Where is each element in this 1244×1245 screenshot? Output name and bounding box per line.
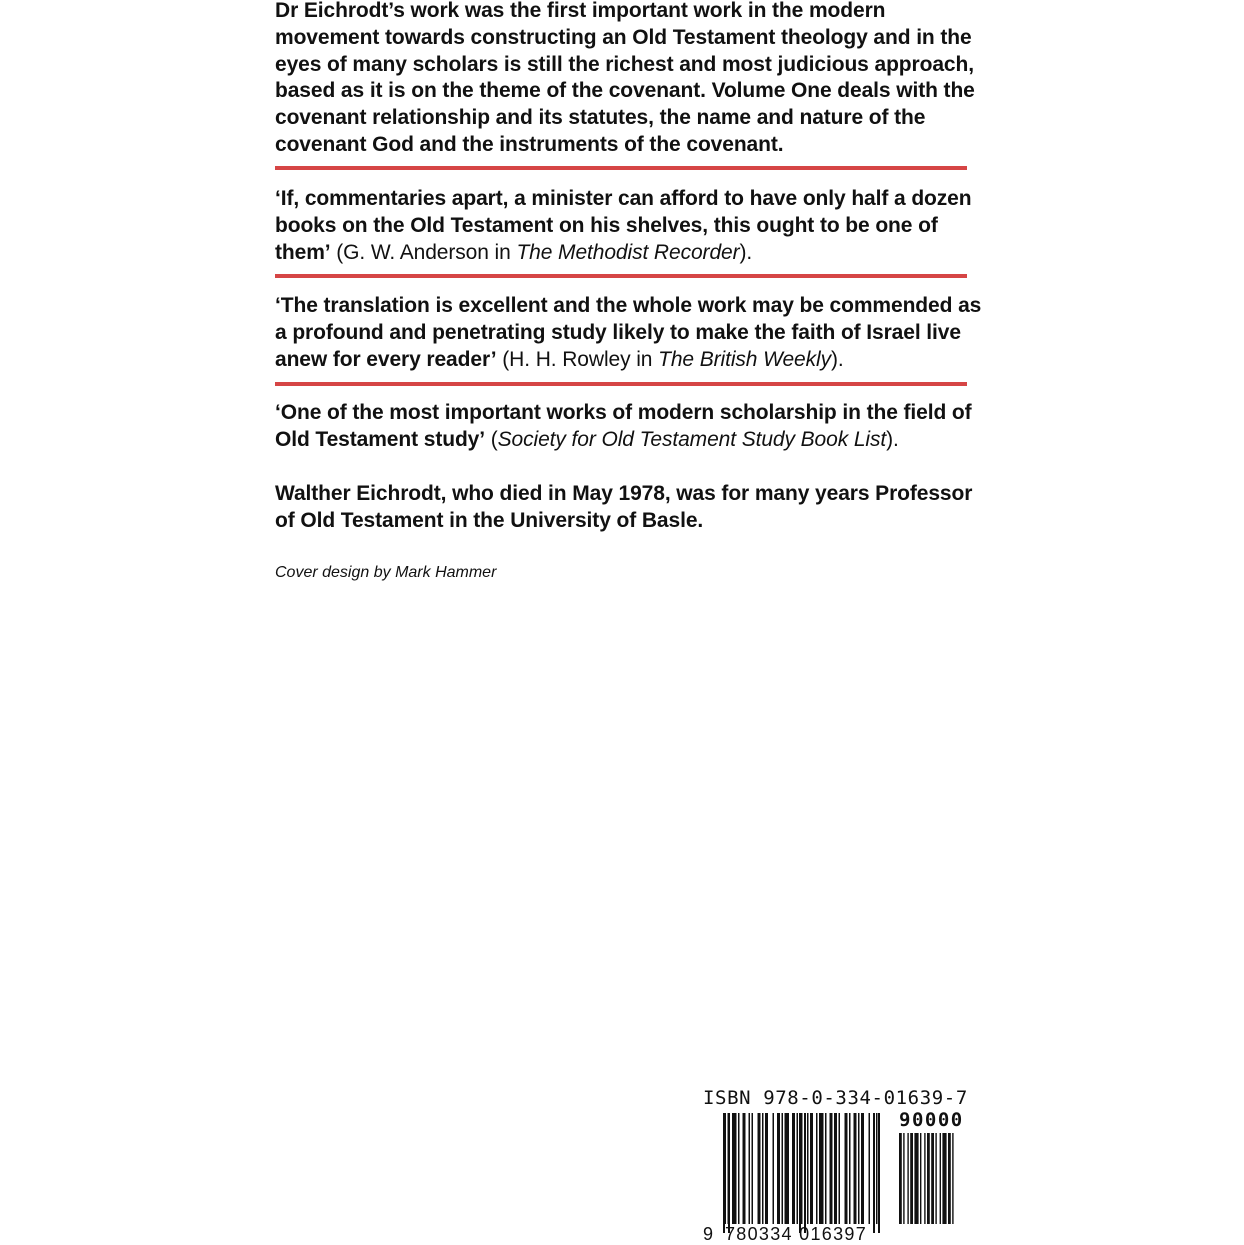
- barcode-guard-bar: [804, 1113, 806, 1233]
- barcode-bars: [703, 1087, 975, 1244]
- barcode-bar: [749, 1113, 751, 1224]
- barcode-bar: [777, 1113, 780, 1224]
- barcode-guard-bar: [723, 1113, 725, 1233]
- barcode-addon-bar: [942, 1133, 946, 1224]
- quote-source-prefix: (: [484, 427, 498, 451]
- barcode-addon-bar: [927, 1133, 930, 1224]
- barcode-bar: [752, 1113, 754, 1224]
- barcode-bar: [792, 1113, 795, 1224]
- red-divider: [275, 166, 967, 170]
- quote-source-title: The British Weekly: [658, 347, 831, 371]
- barcode-addon-bar: [920, 1133, 921, 1224]
- barcode-guard-bar: [878, 1113, 880, 1233]
- barcode-addon-bar: [914, 1133, 918, 1224]
- barcode-bar: [834, 1113, 837, 1224]
- barcode-bar: [797, 1113, 799, 1224]
- barcode-bar: [816, 1113, 818, 1224]
- quote-source-suffix: ).: [830, 347, 844, 371]
- quote-text: ‘The translation is excellent and the whole work may be commended as a profound and penetrating study likely to make the faith of Israel live anew for every reader’: [275, 294, 982, 371]
- quote-source-prefix: (G. W. Anderson in: [330, 240, 517, 264]
- barcode-addon-bar: [903, 1133, 904, 1224]
- barcode-addon-bar: [935, 1133, 936, 1224]
- quote-text: ‘One of the most important works of modern scholarship in the field of Old Testament study’: [275, 401, 972, 451]
- quote-source-title: The Methodist Recorder: [516, 240, 740, 264]
- barcode-bar: [861, 1113, 864, 1224]
- barcode-digits-rest: 780334 016397: [725, 1224, 868, 1244]
- barcode-bar: [758, 1113, 761, 1224]
- barcode-addon-bar: [899, 1133, 902, 1224]
- barcode-addon-bar: [910, 1133, 913, 1224]
- barcode-bar: [801, 1113, 803, 1224]
- barcode-bar: [825, 1113, 827, 1224]
- barcode-bar: [854, 1113, 857, 1224]
- quote-source-title: Society for Old Testament Study Book List: [497, 427, 887, 451]
- barcode-addon-bar: [931, 1133, 934, 1224]
- barcode-bar: [762, 1113, 764, 1224]
- barcode-bar: [743, 1113, 746, 1224]
- barcode-addon-bar: [952, 1133, 953, 1224]
- barcode-guard-bar: [873, 1113, 875, 1233]
- barcode-digit-first: 9: [703, 1224, 715, 1244]
- cover-credit: Cover design by Mark Hammer: [275, 564, 497, 581]
- quote-source-suffix: ).: [886, 427, 899, 451]
- review-quote-society: [275, 400, 975, 454]
- barcode-bar: [858, 1113, 860, 1224]
- barcode-bar: [830, 1113, 833, 1224]
- quote-text: ‘If, commentaries apart, a minister can afford to have only half a dozen books on the Old Testament on his shelves, this ought to be one of them’: [275, 187, 972, 264]
- barcode-bar: [869, 1113, 871, 1224]
- red-divider: [275, 382, 967, 386]
- barcode-bar: [807, 1113, 809, 1224]
- barcode-bar: [839, 1113, 841, 1224]
- barcode-bar: [765, 1113, 768, 1224]
- quote-source-suffix: ).: [739, 240, 753, 264]
- barcode-addon-bar: [948, 1133, 951, 1224]
- author-note: Walther Eichrodt, who died in May 1978, was for many years Professor of Old Testament in the University of Basle.: [275, 482, 973, 532]
- barcode-addon-bar: [924, 1133, 925, 1224]
- barcode-bar: [732, 1113, 737, 1224]
- red-divider: [275, 274, 967, 278]
- price-code: 90000: [899, 1109, 964, 1131]
- barcode-addon-bar: [907, 1133, 908, 1224]
- review-quote-anderson: [275, 186, 975, 266]
- barcode-bar: [819, 1113, 824, 1224]
- barcode-bar: [849, 1113, 851, 1224]
- barcode-bar: [773, 1113, 775, 1224]
- barcode-guard-bar: [728, 1113, 730, 1233]
- barcode-bar: [738, 1113, 740, 1224]
- isbn-barcode: [703, 1087, 975, 1244]
- book-description: Dr Eichrodt’s work was the first important work in the modern movement towards constructing an Old Testament theology and in the eyes of many scholars is still the richest and most judicious approach, based as it is on the theme of the covenant. Volume One deals with the covenant relationship and its statutes, the name and nature of the covenant God and the instruments of the covenant.: [275, 0, 975, 156]
- review-quote-rowley: [275, 293, 985, 373]
- barcode-bar: [876, 1113, 878, 1224]
- barcode-bar: [810, 1113, 813, 1224]
- isbn-label: ISBN 978-0-334-01639-7: [703, 1087, 968, 1109]
- barcode-bar: [782, 1113, 784, 1224]
- quote-source-prefix: (H. H. Rowley in: [496, 347, 659, 371]
- barcode-guard-bar: [799, 1113, 801, 1233]
- barcode-addon-bar: [940, 1133, 941, 1224]
- barcode-bar: [845, 1113, 848, 1224]
- barcode-bar: [785, 1113, 790, 1224]
